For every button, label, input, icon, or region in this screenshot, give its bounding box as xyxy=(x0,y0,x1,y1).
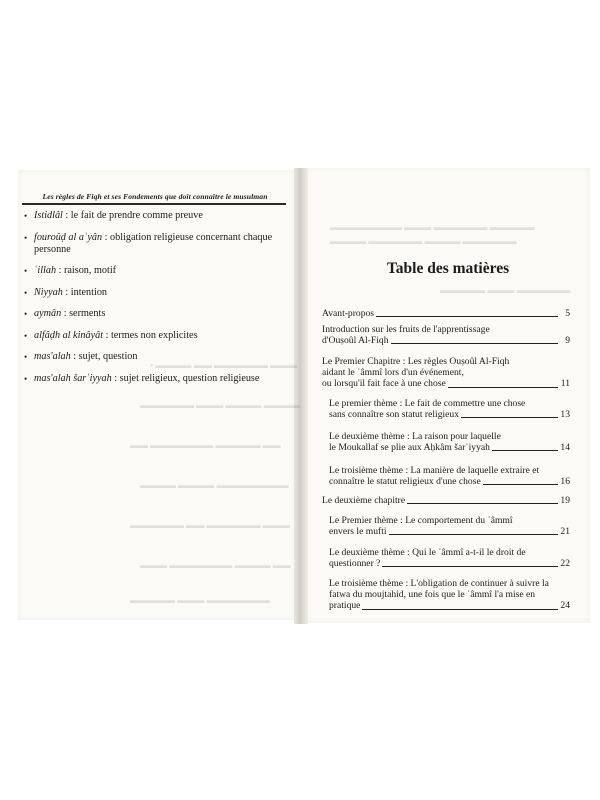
toc-entry-text: Avant-propos xyxy=(322,308,375,319)
glossary-item xyxy=(24,265,286,277)
toc-leader-rule xyxy=(492,450,558,451)
toc-leader-rule xyxy=(407,503,558,504)
toc-entry xyxy=(322,356,570,390)
bullet-icon: • xyxy=(24,309,28,319)
toc-entry xyxy=(329,547,570,569)
glossary-definition: : sujet, question xyxy=(70,351,138,362)
toc-entry xyxy=(322,495,570,506)
toc-entry-text: Le troisième thème : La manière de laquelle extraire et xyxy=(329,465,540,476)
glossary-definition: : termes non explicites xyxy=(103,329,198,341)
toc-leader-rule xyxy=(389,534,558,535)
glossary-term: mas'alah xyxy=(34,351,71,362)
running-header: Les règles de Fiqh et ses Fondements que doit connaître le musulman xyxy=(42,192,268,201)
toc-page-number: 22 xyxy=(560,558,570,570)
glossary-definition: : serments xyxy=(61,308,106,319)
bullet-icon: • xyxy=(24,330,28,341)
toc-entry-text: connaître le statut religieux d'une chose xyxy=(329,476,481,488)
toc-entry-text: sans connaître son statut religieux xyxy=(329,409,460,421)
toc-page-number: 5 xyxy=(565,308,570,319)
toc-page-number: 16 xyxy=(560,476,570,488)
toc-entry-text: aidant le ʿâmmî lors d'un événement, xyxy=(322,367,464,379)
toc-entry-text: Le troisième thème : L'obligation de continuer à suivre la xyxy=(329,578,549,589)
glossary-term: alfâḍh al kinâyât xyxy=(34,329,104,341)
bullet-icon: • xyxy=(24,373,28,384)
toc-entry xyxy=(322,308,570,319)
toc-leader-rule xyxy=(382,566,558,567)
toc-entry-text: Le deuxième thème : Qui le ʿâmmî a-t-il le droit de xyxy=(329,547,526,558)
toc-page-number: 19 xyxy=(560,495,570,506)
toc-entry xyxy=(329,398,570,420)
toc-page-number: 24 xyxy=(560,600,570,612)
glossary-definition: : sujet religieux, question religieuse xyxy=(111,372,260,384)
toc-leader-rule xyxy=(362,609,558,610)
toc-entry-text: Le Premier thème : Le comportement du ʿâmmî xyxy=(329,515,513,526)
toc-entry-text: Le deuxième chapitre xyxy=(322,495,406,506)
toc-title: Table des matières xyxy=(386,260,510,277)
glossary-term: Istidlâl xyxy=(34,210,63,221)
glossary-term: ʿillah xyxy=(34,265,57,276)
toc-entry-text: Le premier thème : Le fait de commettre une chose xyxy=(329,398,526,409)
glossary-item xyxy=(24,232,286,256)
toc-entry xyxy=(322,324,570,346)
toc-leader-rule xyxy=(376,316,558,317)
toc-entry xyxy=(329,515,570,537)
toc-leader-rule xyxy=(391,343,559,344)
toc-leader-rule xyxy=(483,484,558,485)
toc-entry xyxy=(329,431,570,453)
toc-page-number: 11 xyxy=(560,378,570,390)
toc-entry xyxy=(329,465,570,487)
glossary-list xyxy=(24,210,286,394)
toc-page-number: 13 xyxy=(560,409,570,421)
glossary-definition: : obligation religieuse concernant chaque personne xyxy=(34,231,273,255)
glossary-item xyxy=(24,308,286,320)
toc-entry-text: questionner ? xyxy=(329,558,381,570)
toc-entry-text: le Moukallaf se plie aux Aḥkâm šarʿiyyah xyxy=(329,442,490,454)
glossary-item xyxy=(24,210,286,222)
book-gutter xyxy=(294,168,308,624)
toc-entry-text: Introduction sur les fruits de l'apprentissage xyxy=(322,324,490,335)
toc-entry-text: envers le mufti xyxy=(329,526,387,538)
toc-entry-text: d'Ouṣoûl Al-Fiqh xyxy=(322,335,389,347)
toc-entry-text: ou lorsqu'il fait face à une chose xyxy=(322,378,446,390)
bullet-icon: • xyxy=(24,352,28,362)
toc-leader-rule xyxy=(448,387,558,388)
glossary-term: Niyyah xyxy=(34,286,63,298)
glossary-term: aymân xyxy=(34,308,62,319)
glossary-item xyxy=(24,351,286,363)
toc-page-number: 9 xyxy=(565,335,570,347)
glossary-definition: : raison, motif xyxy=(56,265,117,276)
bullet-icon: • xyxy=(24,232,28,243)
glossary-term: mas'alah šarʿiyyah xyxy=(34,372,112,384)
bullet-icon: • xyxy=(24,211,28,221)
glossary-item xyxy=(24,330,286,342)
glossary-definition: : intention xyxy=(62,286,108,298)
toc-leader-rule xyxy=(461,417,558,418)
toc-entry-text: Le Premier Chapitre : Les règles Ouṣoûl Al-Fiqh xyxy=(322,356,510,367)
header-rule xyxy=(22,203,286,205)
bullet-icon: • xyxy=(24,266,28,276)
bullet-icon: • xyxy=(24,287,28,298)
toc-entry xyxy=(329,578,570,612)
toc-entry-text: Le deuxième thème : La raison pour laquelle xyxy=(329,431,501,442)
toc-entry-text: fatwa du moujtahid, une fois que le ʿâmmî l'a mise en xyxy=(329,589,536,601)
glossary-item xyxy=(24,287,286,299)
toc-page-number: 21 xyxy=(560,526,570,538)
glossary-definition: : le fait de prendre comme preuve xyxy=(62,210,203,221)
toc-entry-text: pratique xyxy=(329,600,361,612)
toc-page-number: 14 xyxy=(560,442,570,454)
glossary-item xyxy=(24,373,286,385)
glossary-term: fouroûḍ al aʿyân xyxy=(34,231,103,243)
